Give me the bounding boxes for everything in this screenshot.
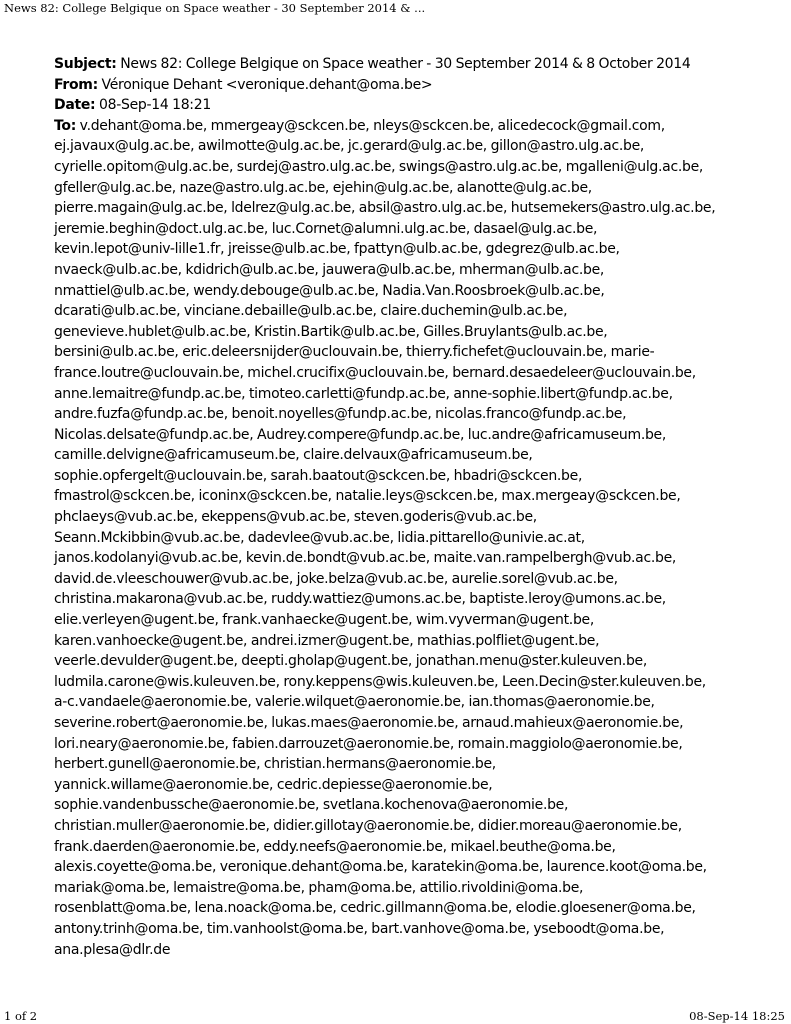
- recipients-text: frank.daerden@aeronomie.be, eddy.neefs@aeronomie.be, mikael.beuthe@oma.be,: [54, 838, 616, 855]
- email-header: [54, 54, 754, 960]
- recipients-text: sophie.opfergelt@uclouvain.be, sarah.baatout@sckcen.be, hbadri@sckcen.be,: [54, 467, 583, 484]
- recipients-text: cyrielle.opitom@ulg.ac.be, surdej@astro.ulg.ac.be, swings@astro.ulg.ac.be, mgalleni@ulg.ac.be,: [54, 158, 704, 175]
- recipients-text: jeremie.beghin@doct.ulg.ac.be, luc.Cornet@alumni.ulg.ac.be, dasael@ulg.ac.be,: [54, 220, 598, 237]
- recipients-line: [54, 322, 754, 343]
- recipients-text: lori.neary@aeronomie.be, fabien.darrouzet@aeronomie.be, romain.maggiolo@aeronomie.be,: [54, 735, 683, 752]
- recipients-text: pierre.magain@ulg.ac.be, ldelrez@ulg.ac.be, absil@astro.ulg.ac.be, hutsemekers@astro.ulg.ac.be,: [54, 200, 716, 217]
- recipients-line: [54, 919, 754, 940]
- recipients-text: karen.vanhoecke@ugent.be, andrei.izmer@ugent.be, mathias.polfliet@ugent.be,: [54, 632, 600, 649]
- recipients-line: [54, 631, 754, 652]
- recipients-line: [54, 116, 754, 137]
- recipients-line: [54, 672, 754, 693]
- recipients-text: alexis.coyette@oma.be, veronique.dehant@oma.be, karatekin@oma.be, laurence.koot@oma.be,: [54, 859, 707, 876]
- recipients-line: [54, 692, 754, 713]
- page-header-title: News 82: College Belgique on Space weather - 30 September 2014 & ...: [4, 1, 426, 15]
- date-label: Date:: [54, 97, 96, 114]
- recipients-text: antony.trinh@oma.be, tim.vanhoolst@oma.be, bart.vanhove@oma.be, yseboodt@oma.be,: [54, 920, 665, 937]
- recipients-line: [54, 713, 754, 734]
- recipients-block: [54, 116, 754, 960]
- recipients-text: gfeller@ulg.ac.be, naze@astro.ulg.ac.be, ejehin@ulg.ac.be, alanotte@ulg.ac.be,: [54, 179, 592, 196]
- from-value: Véronique Dehant <veronique.dehant@oma.be>: [101, 76, 433, 93]
- recipients-text: nvaeck@ulb.ac.be, kdidrich@ulb.ac.be, jauwera@ulb.ac.be, mherman@ulb.ac.be,: [54, 261, 605, 278]
- recipients-line: [54, 610, 754, 631]
- recipients-text: mariak@oma.be, lemaistre@oma.be, pham@oma.be, attilio.rivoldini@oma.be,: [54, 879, 584, 896]
- recipients-line: [54, 384, 754, 405]
- recipients-text: sophie.vandenbussche@aeronomie.be, svetlana.kochenova@aeronomie.be,: [54, 797, 569, 814]
- recipients-text: phclaeys@vub.ac.be, ekeppens@vub.ac.be, steven.goderis@vub.ac.be,: [54, 509, 537, 526]
- recipients-text: Nicolas.delsate@fundp.ac.be, Audrey.compere@fundp.ac.be, luc.andre@africamuseum.be,: [54, 426, 667, 443]
- recipients-text: dcarati@ulb.ac.be, vinciane.debaille@ulb.ac.be, claire.duchemin@ulb.ac.be,: [54, 303, 568, 320]
- recipients-line: [54, 281, 754, 302]
- recipients-line: [54, 219, 754, 240]
- recipients-text: ana.plesa@dlr.de: [54, 941, 171, 958]
- print-timestamp: 08-Sep-14 18:25: [689, 1009, 785, 1023]
- recipients-line: [54, 301, 754, 322]
- recipients-line: [54, 342, 754, 363]
- recipients-line: [54, 528, 754, 549]
- from-line: [54, 75, 754, 96]
- recipients-text: veerle.devulder@ugent.be, deepti.gholap@ugent.be, jonathan.menu@ster.kuleuven.be,: [54, 653, 647, 670]
- recipients-line: [54, 260, 754, 281]
- subject-line: [54, 54, 754, 75]
- recipients-line: [54, 898, 754, 919]
- recipients-line: [54, 857, 754, 878]
- recipients-text: Seann.Mckibbin@vub.ac.be, dadevlee@vub.ac.be, lidia.pittarello@univie.ac.at,: [54, 529, 585, 546]
- recipients-line: [54, 178, 754, 199]
- recipients-line: [54, 795, 754, 816]
- recipients-line: [54, 589, 754, 610]
- page-footer: [4, 1009, 785, 1023]
- recipients-text: rosenblatt@oma.be, lena.noack@oma.be, cedric.gillmann@oma.be, elodie.gloesener@oma.be,: [54, 900, 696, 917]
- recipients-line: [54, 734, 754, 755]
- recipients-text: elie.verleyen@ugent.be, frank.vanhaecke@ugent.be, wim.vyverman@ugent.be,: [54, 612, 595, 629]
- recipients-line: [54, 816, 754, 837]
- date-line: [54, 95, 754, 116]
- recipients-line: [54, 878, 754, 899]
- recipients-line: [54, 507, 754, 528]
- recipients-text: v.dehant@oma.be, mmergeay@sckcen.be, nleys@sckcen.be, alicedecock@gmail.com,: [79, 117, 665, 134]
- recipients-text: david.de.vleeschouwer@vub.ac.be, joke.belza@vub.ac.be, aurelie.sorel@vub.ac.be,: [54, 570, 618, 587]
- recipients-line: [54, 754, 754, 775]
- recipients-line: [54, 136, 754, 157]
- recipients-text: herbert.gunell@aeronomie.be, christian.hermans@aeronomie.be,: [54, 756, 496, 773]
- page-number: 1 of 2: [4, 1009, 38, 1023]
- recipients-line: [54, 837, 754, 858]
- recipients-text: yannick.willame@aeronomie.be, cedric.depiesse@aeronomie.be,: [54, 776, 493, 793]
- subject-value: News 82: College Belgique on Space weather - 30 September 2014 & 8 October 2014: [120, 56, 691, 72]
- recipients-line: [54, 569, 754, 590]
- recipients-text: france.loutre@uclouvain.be, michel.crucifix@uclouvain.be, bernard.desaedeleer@uclouvain.be,: [54, 364, 696, 381]
- recipients-text: ludmila.carone@wis.kuleuven.be, rony.keppens@wis.kuleuven.be, Leen.Decin@ster.kuleuven.be,: [54, 673, 706, 690]
- recipients-line: [54, 239, 754, 260]
- recipients-line: [54, 548, 754, 569]
- recipients-line: [54, 445, 754, 466]
- recipients-text: nmattiel@ulb.ac.be, wendy.debouge@ulb.ac.be, Nadia.Van.Roosbroek@ulb.ac.be,: [54, 282, 605, 299]
- recipients-text: janos.kodolanyi@vub.ac.be, kevin.de.bondt@vub.ac.be, maite.van.rampelbergh@vub.ac.be,: [54, 550, 677, 567]
- recipients-line: [54, 157, 754, 178]
- recipients-line: [54, 198, 754, 219]
- recipients-text: severine.robert@aeronomie.be, lukas.maes@aeronomie.be, arnaud.mahieux@aeronomie.be,: [54, 715, 684, 731]
- date-value: 08-Sep-14 18:21: [99, 97, 211, 114]
- recipients-text: ej.javaux@ulg.ac.be, awilmotte@ulg.ac.be, jc.gerard@ulg.ac.be, gillon@astro.ulg.ac.be,: [54, 138, 645, 155]
- recipients-line: [54, 466, 754, 487]
- subject-label: Subject:: [54, 56, 117, 72]
- recipients-text: kevin.lepot@univ-lille1.fr, jreisse@ulb.ac.be, fpattyn@ulb.ac.be, gdegrez@ulb.ac.be,: [54, 241, 620, 258]
- recipients-line: [54, 425, 754, 446]
- to-label: To:: [54, 117, 77, 134]
- recipients-line: [54, 775, 754, 796]
- recipients-text: christian.muller@aeronomie.be, didier.gillotay@aeronomie.be, didier.moreau@aeronomie.be,: [54, 817, 682, 834]
- from-label: From:: [54, 76, 98, 93]
- recipients-line: [54, 363, 754, 384]
- recipients-line: [54, 651, 754, 672]
- recipients-text: genevieve.hublet@ulb.ac.be, Kristin.Bartik@ulb.ac.be, Gilles.Bruylants@ulb.ac.be,: [54, 323, 608, 340]
- recipients-text: camille.delvigne@africamuseum.be, claire.delvaux@africamuseum.be,: [54, 447, 533, 464]
- recipients-line: [54, 404, 754, 425]
- recipients-line: [54, 486, 754, 507]
- recipients-text: fmastrol@sckcen.be, iconinx@sckcen.be, natalie.leys@sckcen.be, max.mergeay@sckcen.be,: [54, 488, 681, 505]
- recipients-text: anne.lemaitre@fundp.ac.be, timoteo.carletti@fundp.ac.be, anne-sophie.libert@fundp.ac.be,: [54, 385, 673, 402]
- recipients-text: a-c.vandaele@aeronomie.be, valerie.wilquet@aeronomie.be, ian.thomas@aeronomie.be,: [54, 694, 655, 711]
- recipients-text: christina.makarona@vub.ac.be, ruddy.wattiez@umons.ac.be, baptiste.leroy@umons.ac.be,: [54, 591, 666, 608]
- page-header: [4, 1, 425, 15]
- recipients-text: andre.fuzfa@fundp.ac.be, benoit.noyelles@fundp.ac.be, nicolas.franco@fundp.ac.be,: [54, 406, 627, 423]
- recipients-line: [54, 940, 754, 961]
- recipients-text: bersini@ulb.ac.be, eric.deleersnijder@uclouvain.be, thierry.fichefet@uclouvain.be, marie-: [54, 344, 655, 361]
